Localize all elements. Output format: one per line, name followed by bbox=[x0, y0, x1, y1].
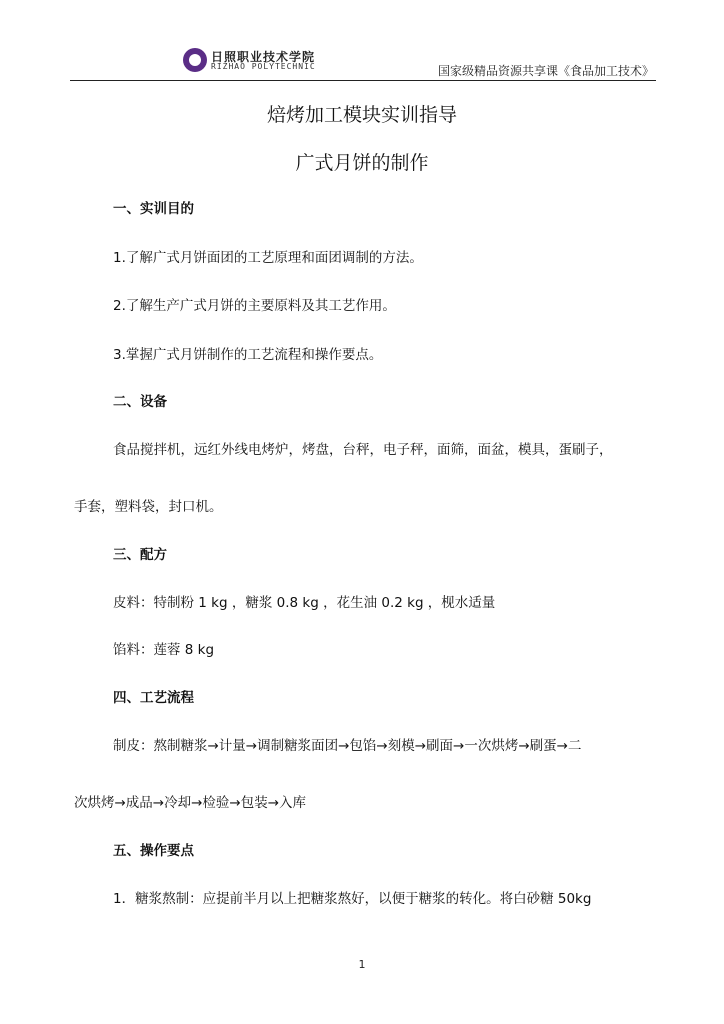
header-divider bbox=[70, 80, 656, 81]
purpose-item-2: 2.了解生产广式月饼的主要原料及其工艺作用。 bbox=[113, 298, 396, 314]
equipment-text-line-2: 手套，塑料袋，封口机。 bbox=[74, 499, 223, 515]
process-text-line-1: 制皮：熬制糖浆→计量→调制糖浆面团→包馅→刻模→刷面→一次烘烤→刷蛋→二 bbox=[113, 738, 582, 754]
document-subtitle: 广式月饼的制作 bbox=[295, 152, 429, 174]
key-point-1: 1．糖浆熬制：应提前半月以上把糖浆熬好，以便于糖浆的转化。将白砂糖 50kg bbox=[113, 891, 592, 907]
process-text-line-2: 次烘烤→成品→冷却→检验→包装→入库 bbox=[74, 795, 307, 811]
course-name: 国家级精品资源共享课《食品加工技术》 bbox=[437, 64, 654, 78]
purpose-item-1: 1.了解广式月饼面团的工艺原理和面团调制的方法。 bbox=[113, 250, 423, 266]
equipment-text-line-1: 食品搅拌机，远红外线电烤炉，烤盘，台秤，电子秤，面筛，面盆，模具，蛋刷子， bbox=[113, 442, 613, 458]
school-emblem-icon bbox=[183, 48, 207, 72]
section-heading-key-points: 五、操作要点 bbox=[113, 843, 194, 859]
logo-english-name: RIZHAO POLYTECHNIC bbox=[211, 62, 316, 71]
formula-filling: 馅料：莲蓉 8 kg bbox=[113, 642, 215, 658]
section-heading-process: 四、工艺流程 bbox=[113, 690, 194, 706]
section-heading-equipment: 二、设备 bbox=[113, 394, 167, 410]
logo-chinese-name: 日照职业技术学院 bbox=[211, 50, 316, 64]
page-header bbox=[0, 0, 724, 82]
page-number: 1 bbox=[358, 958, 366, 971]
formula-dough: 皮料：特制粉 1 kg ，糖浆 0.8 kg ，花生油 0.2 kg ，枧水适量 bbox=[113, 595, 496, 611]
purpose-item-3: 3.掌握广式月饼制作的工艺流程和操作要点。 bbox=[113, 347, 383, 363]
section-heading-formula: 三、配方 bbox=[113, 547, 167, 563]
section-heading-purpose: 一、实训目的 bbox=[113, 201, 194, 217]
school-logo bbox=[183, 48, 316, 76]
document-title: 焙烤加工模块实训指导 bbox=[266, 104, 457, 126]
